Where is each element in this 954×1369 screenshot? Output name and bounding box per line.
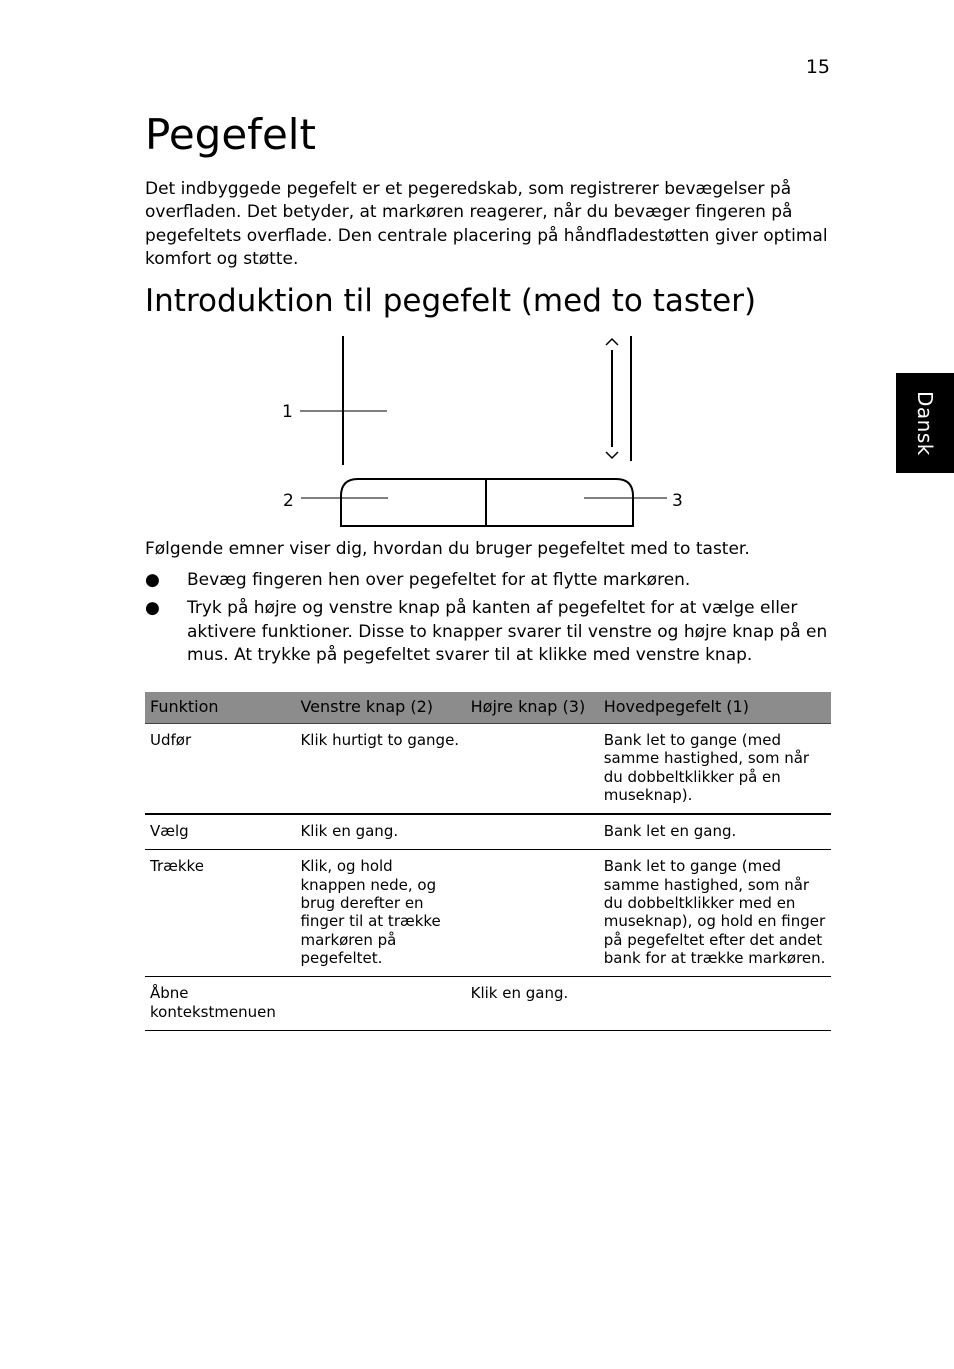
language-tab-label: Dansk [913,390,937,456]
label-3: 3 [672,491,683,511]
table-row [145,814,831,850]
table-cell: Vælg [145,814,295,850]
scroll-up-arrow [606,339,618,345]
table-cell: Klik, og hold knappen nede, og brug derefter en finger til at trække markøren på pegefeltet. [295,850,465,977]
table-cell: Klik en gang. [295,814,465,850]
bullet-icon: ● [145,570,160,590]
table-cell: Bank let en gang. [599,814,831,850]
table-cell: Trække [145,850,295,977]
touchpad-diagram [270,330,700,530]
table-cell [466,814,599,850]
table-header-row [145,692,831,724]
label-2: 2 [283,491,294,511]
table-row [145,977,831,1031]
bullet-list [145,569,835,672]
table-cell: Udfør [145,724,295,815]
bullet-icon: ● [145,598,160,619]
scroll-down-arrow [606,452,618,458]
table-cell [295,977,465,1031]
page-title: Pegefelt [145,110,316,159]
header-main-touchpad: Hovedpegefelt (1) [599,692,831,724]
page-number: 15 [805,56,830,78]
table-row [145,724,831,815]
intro-paragraph: Det indbyggede pegefelt er et pegeredskab, som registrerer bevægelser på overfladen. Det betyder, at markøren reagerer, når du bevæger fingeren på pegefeltets overflade. Den centrale placering på håndfladestøtten giver optimal komfort og støtte. [145,179,828,269]
table-cell: Bank let to gange (med samme hastighed, som når du dobbeltklikker med en museknap), og hold en finger på pegefeltet efter det andet bank for at trække markøren. [599,850,831,977]
language-tab [896,373,954,473]
lead-paragraph: Følgende emner viser dig, hvordan du bruger pegefeltet med to taster. [145,539,750,559]
section-heading: Introduktion til pegefelt (med to taster) [145,283,757,319]
function-table [145,692,831,1031]
table-cell: Klik hurtigt to gange. [295,724,465,815]
table-cell [599,977,831,1031]
header-right-button: Højre knap (3) [466,692,599,724]
header-left-button: Venstre knap (2) [295,692,465,724]
header-function: Funktion [145,692,295,724]
list-item: ● Tryk på højre og venstre knap på kanten af pegefeltet for at vælge eller aktivere funktioner. Disse to knapper svarer til venstre og højre knap på en mus. At trykke på pegefeltet svarer til at klikke med venstre knap. [145,598,828,665]
table-cell: Åbne kontekstmenuen [145,977,295,1031]
list-item: ● Bevæg fingeren hen over pegefeltet for at flytte markøren. [145,569,835,592]
table-cell [466,724,599,815]
label-1: 1 [282,402,293,422]
table-row [145,850,831,977]
table-cell [466,850,599,977]
table-cell: Klik en gang. [466,977,599,1031]
table-cell: Bank let to gange (med samme hastighed, som når du dobbeltklikker på en museknap). [599,724,831,815]
